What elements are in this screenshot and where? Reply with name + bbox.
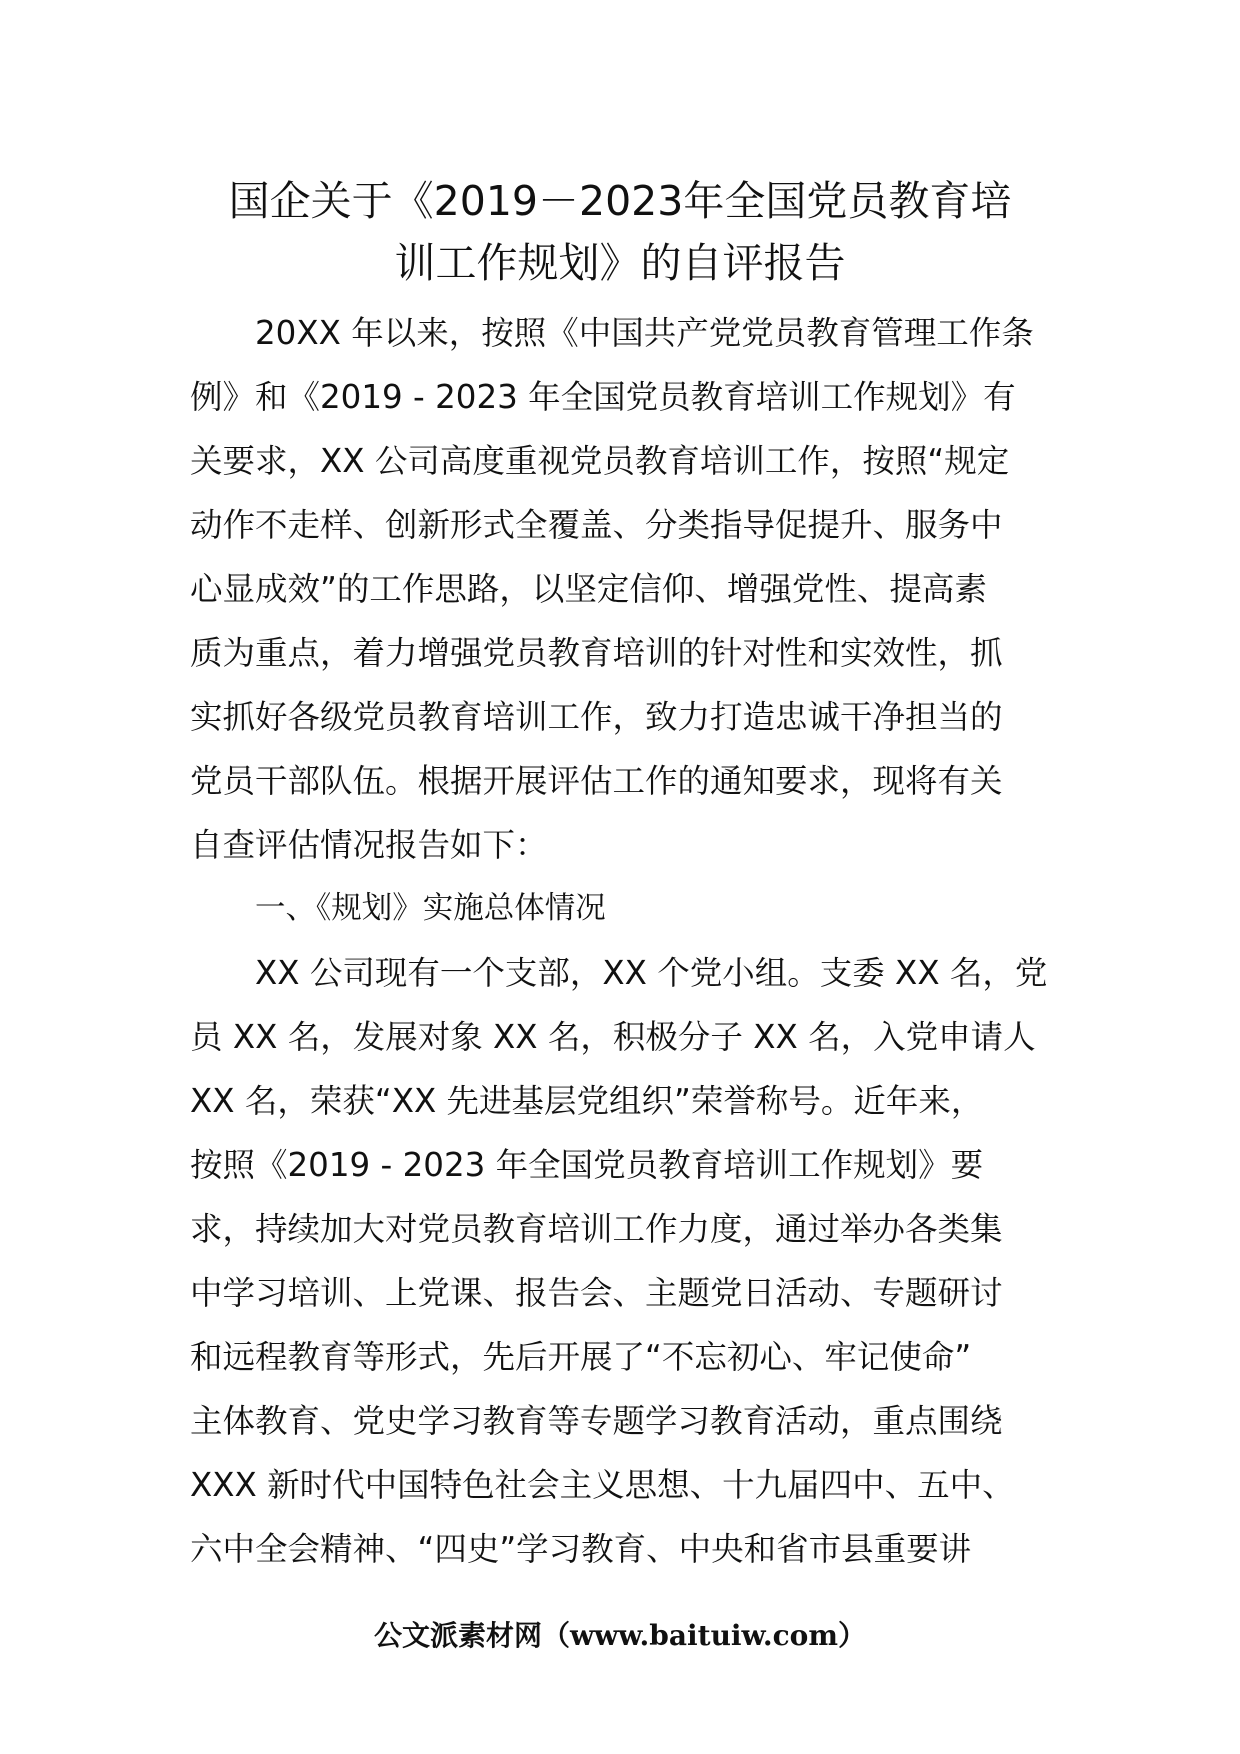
title-line: 训工作规划》的自评报告 [394,239,846,287]
paragraph-line: 例》和《2019 - 2023 年全国党员教育培训工作规划》有 [190,378,1016,416]
paragraph-line: 党员干部队伍。根据开展评估工作的通知要求，现将有关 [190,762,1003,800]
paragraph-line: XX 名，荣获“XX 先进基层党组织”荣誉称号。近年来， [190,1082,984,1120]
paragraph-line: 20XX 年以来，按照《中国共产党党员教育管理工作条 [255,314,1034,352]
paragraph-line: 自查评估情况报告如下： [190,826,548,864]
paragraph-line: 实抓好各级党员教育培训工作，致力打造忠诚干净担当的 [190,698,1003,736]
document-title [150,170,1090,294]
title-line: 国企关于《2019－2023年全国党员教育培 [228,177,1012,225]
paragraph-line: 按照《2019 - 2023 年全国党员教育培训工作规划》要 [190,1146,984,1184]
footer-watermark: 公文派素材网（www.baituiw.com） [374,1619,866,1652]
paragraph-line: XXX 新时代中国特色社会主义思想、十九届四中、五中、 [190,1466,1015,1504]
paragraph-line: 关要求，XX 公司高度重视党员教育培训工作，按照“规定 [190,442,1010,480]
section-heading: 一、《规划》实施总体情况 [255,891,606,926]
paragraph-line: 员 XX 名，发展对象 XX 名，积极分子 XX 名，入党申请人 [190,1018,1036,1056]
paragraph-line: XX 公司现有一个支部，XX 个党小组。支委 XX 名，党 [255,954,1048,992]
paragraph-line: 求，持续加大对党员教育培训工作力度，通过举办各类集 [190,1210,1003,1248]
paragraph-line: 质为重点，着力增强党员教育培训的针对性和实效性，抓 [190,634,1003,672]
paragraph-line: 主体教育、党史学习教育等专题学习教育活动，重点围绕 [190,1402,1003,1440]
paragraph-line: 六中全会精神、“四史”学习教育、中央和省市县重要讲 [190,1530,972,1568]
paragraph-line: 中学习培训、上党课、报告会、主题党日活动、专题研讨 [190,1274,1003,1312]
document-body [190,301,1052,1581]
paragraph-line: 动作不走样、创新形式全覆盖、分类指导促提升、服务中 [190,506,1003,544]
paragraph-line: 和远程教育等形式，先后开展了“不忘初心、牢记使命” [190,1338,972,1376]
paragraph-line: 心显成效”的工作思路，以坚定信仰、增强党性、提高素 [190,570,987,608]
